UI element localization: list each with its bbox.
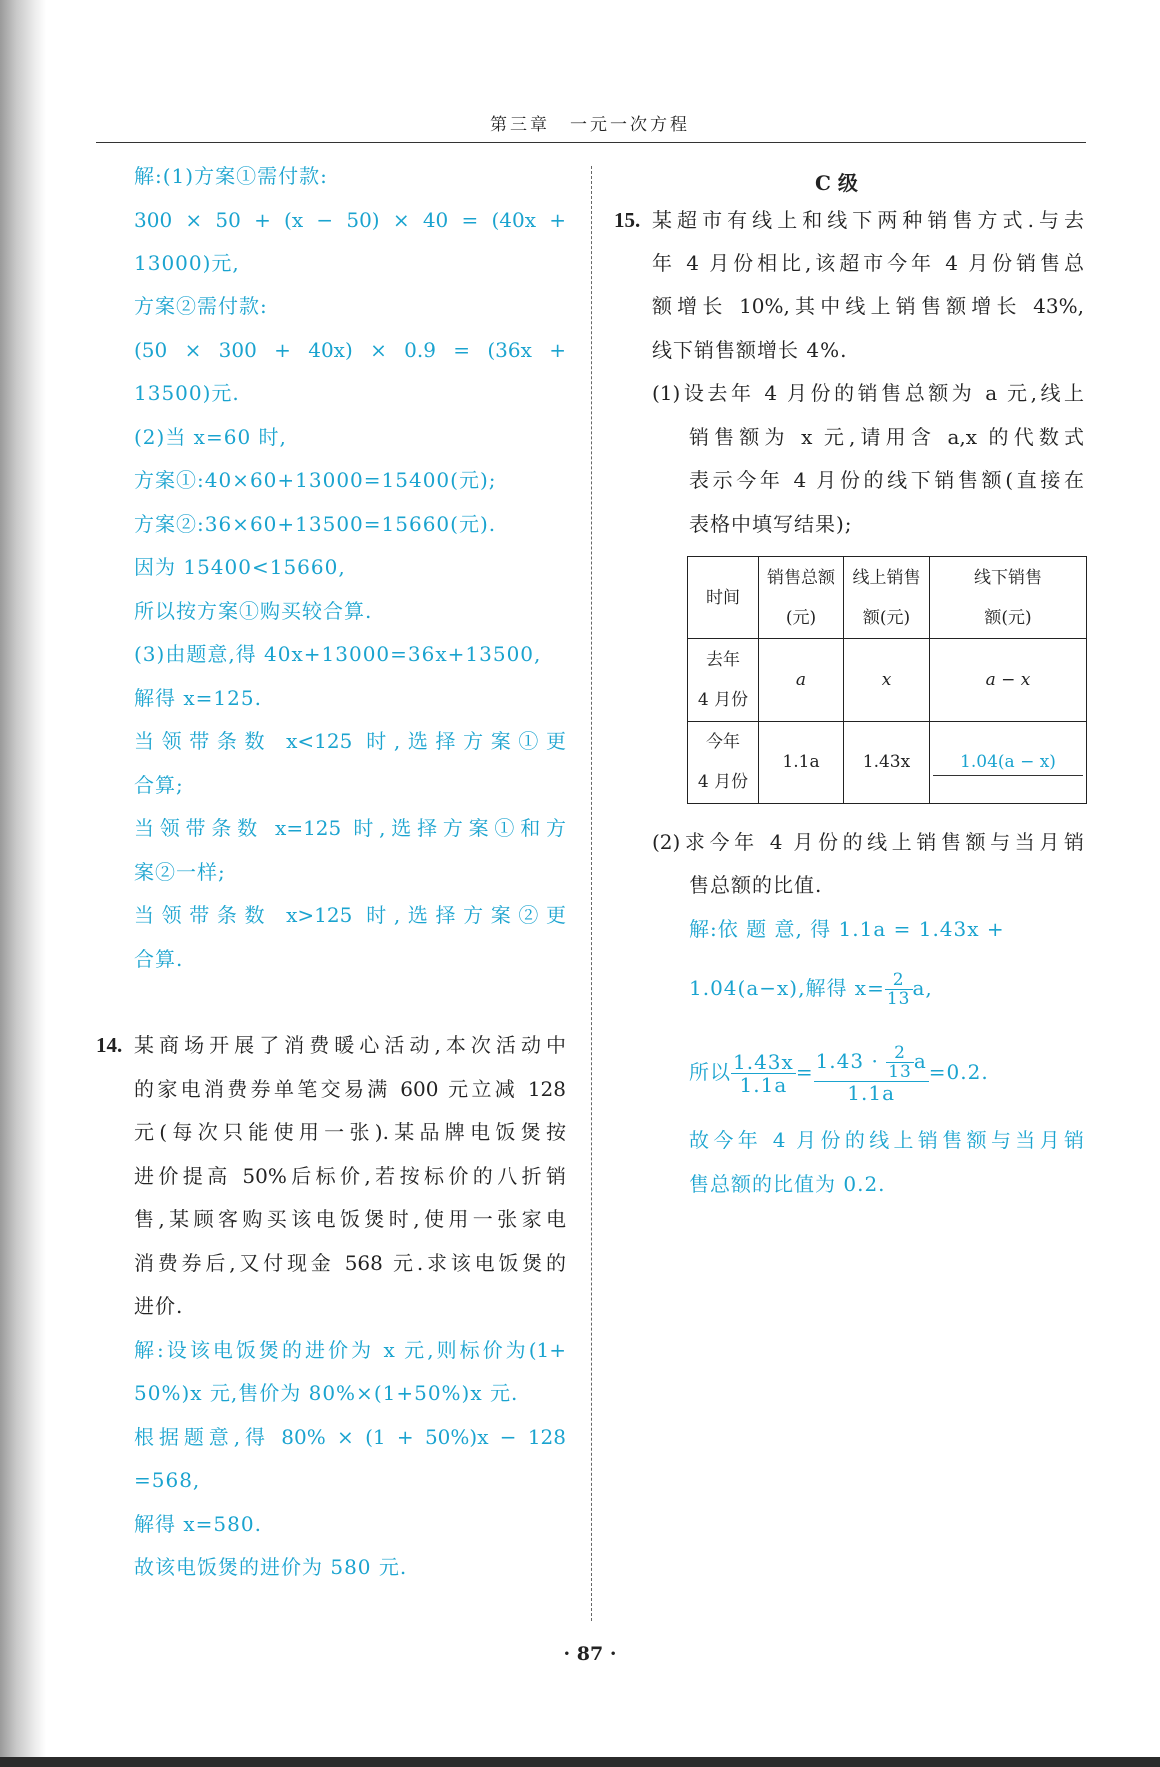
q13-line-10: 因为 15400<15660, bbox=[134, 555, 346, 579]
cell-last-year-online: x bbox=[844, 639, 930, 721]
q14-number: 14. bbox=[96, 1033, 123, 1057]
q13-line-2: 300 × 50 + (x − 50) × 40 = (40x + bbox=[134, 208, 566, 232]
q15-part1-line-4: 表格中填写结果); bbox=[689, 512, 853, 536]
header-rule bbox=[96, 142, 1086, 143]
cell-last-year-offline: a − x bbox=[930, 639, 1087, 721]
q15-part1-line-2: 销售额为 x 元,请用含 a,x 的代数式 bbox=[689, 425, 1084, 449]
q15-solution-2: 1.04(a−x),解得 x= $\frac{2}{13}$ a, bbox=[689, 970, 933, 1009]
q14-solution-1: 解:设该电饭煲的进价为 x 元,则标价为(1+ bbox=[134, 1338, 566, 1362]
q13-line-9: 方案②:36×60+13500=15660(元). bbox=[134, 512, 497, 536]
book-spine-shadow bbox=[0, 0, 46, 1767]
q13-line-18: 当领带条数 x>125 时,选择方案②更 bbox=[134, 903, 566, 927]
q13-line-4: 方案②需付款: bbox=[134, 294, 268, 318]
page-number: · 87 · bbox=[563, 1643, 617, 1665]
header-total: 销售总额 (元) bbox=[759, 557, 844, 639]
column-divider bbox=[591, 166, 592, 1621]
q14-text-4: 进价提高 50%后标价,若按标价的八折销 bbox=[134, 1164, 566, 1188]
table-row-this-year bbox=[688, 721, 1087, 803]
q13-line-5: (50 × 300 + 40x) × 0.9 = (36x + bbox=[134, 338, 566, 362]
q14-text-1: 某商场开展了消费暖心活动,本次活动中 bbox=[134, 1033, 566, 1057]
q13-line-6: 13500)元. bbox=[134, 381, 240, 405]
q15-text-1: 某超市有线上和线下两种销售方式.与去 bbox=[652, 208, 1084, 232]
cell-this-year-total: 1.1a bbox=[759, 721, 844, 803]
answer-fill: 1.04(a − x) bbox=[933, 749, 1083, 776]
fraction-ratio-2: 1.43 · $\frac{2}{13}$ a 1.1a bbox=[815, 1042, 927, 1105]
chapter-header: 第三章 一元一次方程 bbox=[490, 115, 690, 135]
header-offline: 线下销售 额(元) bbox=[930, 557, 1087, 639]
q13-line-7: (2)当 x=60 时, bbox=[134, 425, 287, 449]
q13-line-8: 方案①:40×60+13000=15400(元); bbox=[134, 468, 497, 492]
sales-table bbox=[687, 556, 1087, 804]
q15-text-3: 额增长 10%,其中线上销售额增长 43%, bbox=[652, 294, 1084, 318]
q13-line-11: 所以按方案①购买较合算. bbox=[134, 599, 373, 623]
q15-text-2: 年 4 月份相比,该超市今年 4 月份销售总 bbox=[652, 251, 1084, 275]
q15-text-4: 线下销售额增长 4%. bbox=[652, 338, 848, 362]
cell-this-year-online: 1.43x bbox=[844, 721, 930, 803]
q13-line-15: 合算; bbox=[134, 773, 184, 797]
q13-line-17: 案②一样; bbox=[134, 860, 226, 884]
q14-text-3: 元(每次只能使用一张).某品牌电饭煲按 bbox=[134, 1120, 566, 1144]
q13-line-12: (3)由题意,得 40x+13000=36x+13500, bbox=[134, 642, 542, 666]
bottom-edge bbox=[0, 1757, 1160, 1767]
q14-text-2: 的家电消费券单笔交易满 600 元立减 128 bbox=[134, 1077, 566, 1101]
q15-number: 15. bbox=[614, 208, 641, 232]
q13-line-14: 当领带条数 x<125 时,选择方案①更 bbox=[134, 729, 566, 753]
q14-text-6: 消费券后,又付现金 568 元.求该电饭煲的 bbox=[134, 1251, 566, 1275]
q14-solution-6: 故该电饭煲的进价为 580 元. bbox=[134, 1555, 408, 1579]
q14-solution-2: 50%)x 元,售价为 80%×(1+50%)x 元. bbox=[134, 1381, 519, 1405]
cell-this-year: 今年 4 月份 bbox=[688, 721, 759, 803]
level-heading: C 级 bbox=[815, 171, 858, 195]
q15-part2-line-1: (2)求今年 4 月份的线上销售额与当月销 bbox=[652, 830, 1084, 854]
header-online: 线上销售 额(元) bbox=[844, 557, 930, 639]
q13-line-19: 合算. bbox=[134, 947, 184, 971]
q14-solution-4: =568, bbox=[134, 1468, 201, 1492]
cell-this-year-offline bbox=[930, 721, 1087, 803]
q15-part2-line-2: 售总额的比值. bbox=[689, 873, 823, 897]
cell-last-year-total: a bbox=[759, 639, 844, 721]
fraction-2-13: $\frac{2}{13}$ bbox=[886, 970, 911, 1009]
q15-part1-line-3: 表示今年 4 月份的线下销售额(直接在 bbox=[689, 468, 1084, 492]
q15-solution-5: 售总额的比值为 0.2. bbox=[689, 1172, 886, 1196]
q14-text-7: 进价. bbox=[134, 1294, 184, 1318]
fraction-ratio-1: $\frac{1.43x}{1.1a}$ bbox=[733, 1050, 794, 1097]
cell-last-year: 去年 4 月份 bbox=[688, 639, 759, 721]
q14-text-5: 售,某顾客购买该电饭煲时,使用一张家电 bbox=[134, 1207, 566, 1231]
q15-solution-4: 故今年 4 月份的线上销售额与当月销 bbox=[689, 1128, 1084, 1152]
table-row-last-year bbox=[688, 639, 1087, 721]
q13-line-16: 当领带条数 x=125 时,选择方案①和方 bbox=[134, 816, 566, 840]
q13-line-3: 13000)元, bbox=[134, 251, 240, 275]
q13-line-13: 解得 x=125. bbox=[134, 686, 262, 710]
q15-solution-3: 所以 $\frac{1.43x}{1.1a}$ = 1.43 · $\frac{2}{13}$ a 1.1a =0.2. bbox=[689, 1042, 989, 1105]
q15-part1-line-1: (1)设去年 4 月份的销售总额为 a 元,线上 bbox=[652, 381, 1084, 405]
fraction-2-13-inner: $\frac{2}{13}$ bbox=[888, 1042, 912, 1082]
q14-solution-5: 解得 x=580. bbox=[134, 1512, 262, 1536]
q14-solution-3: 根据题意,得 80% × (1 + 50%)x − 128 bbox=[134, 1425, 566, 1449]
header-time: 时间 bbox=[688, 557, 759, 639]
table-header-row bbox=[688, 557, 1087, 639]
q13-line-1: 解:(1)方案①需付款: bbox=[134, 164, 328, 188]
q15-solution-1: 解:依 题 意, 得 1.1a = 1.43x + bbox=[689, 917, 1005, 941]
